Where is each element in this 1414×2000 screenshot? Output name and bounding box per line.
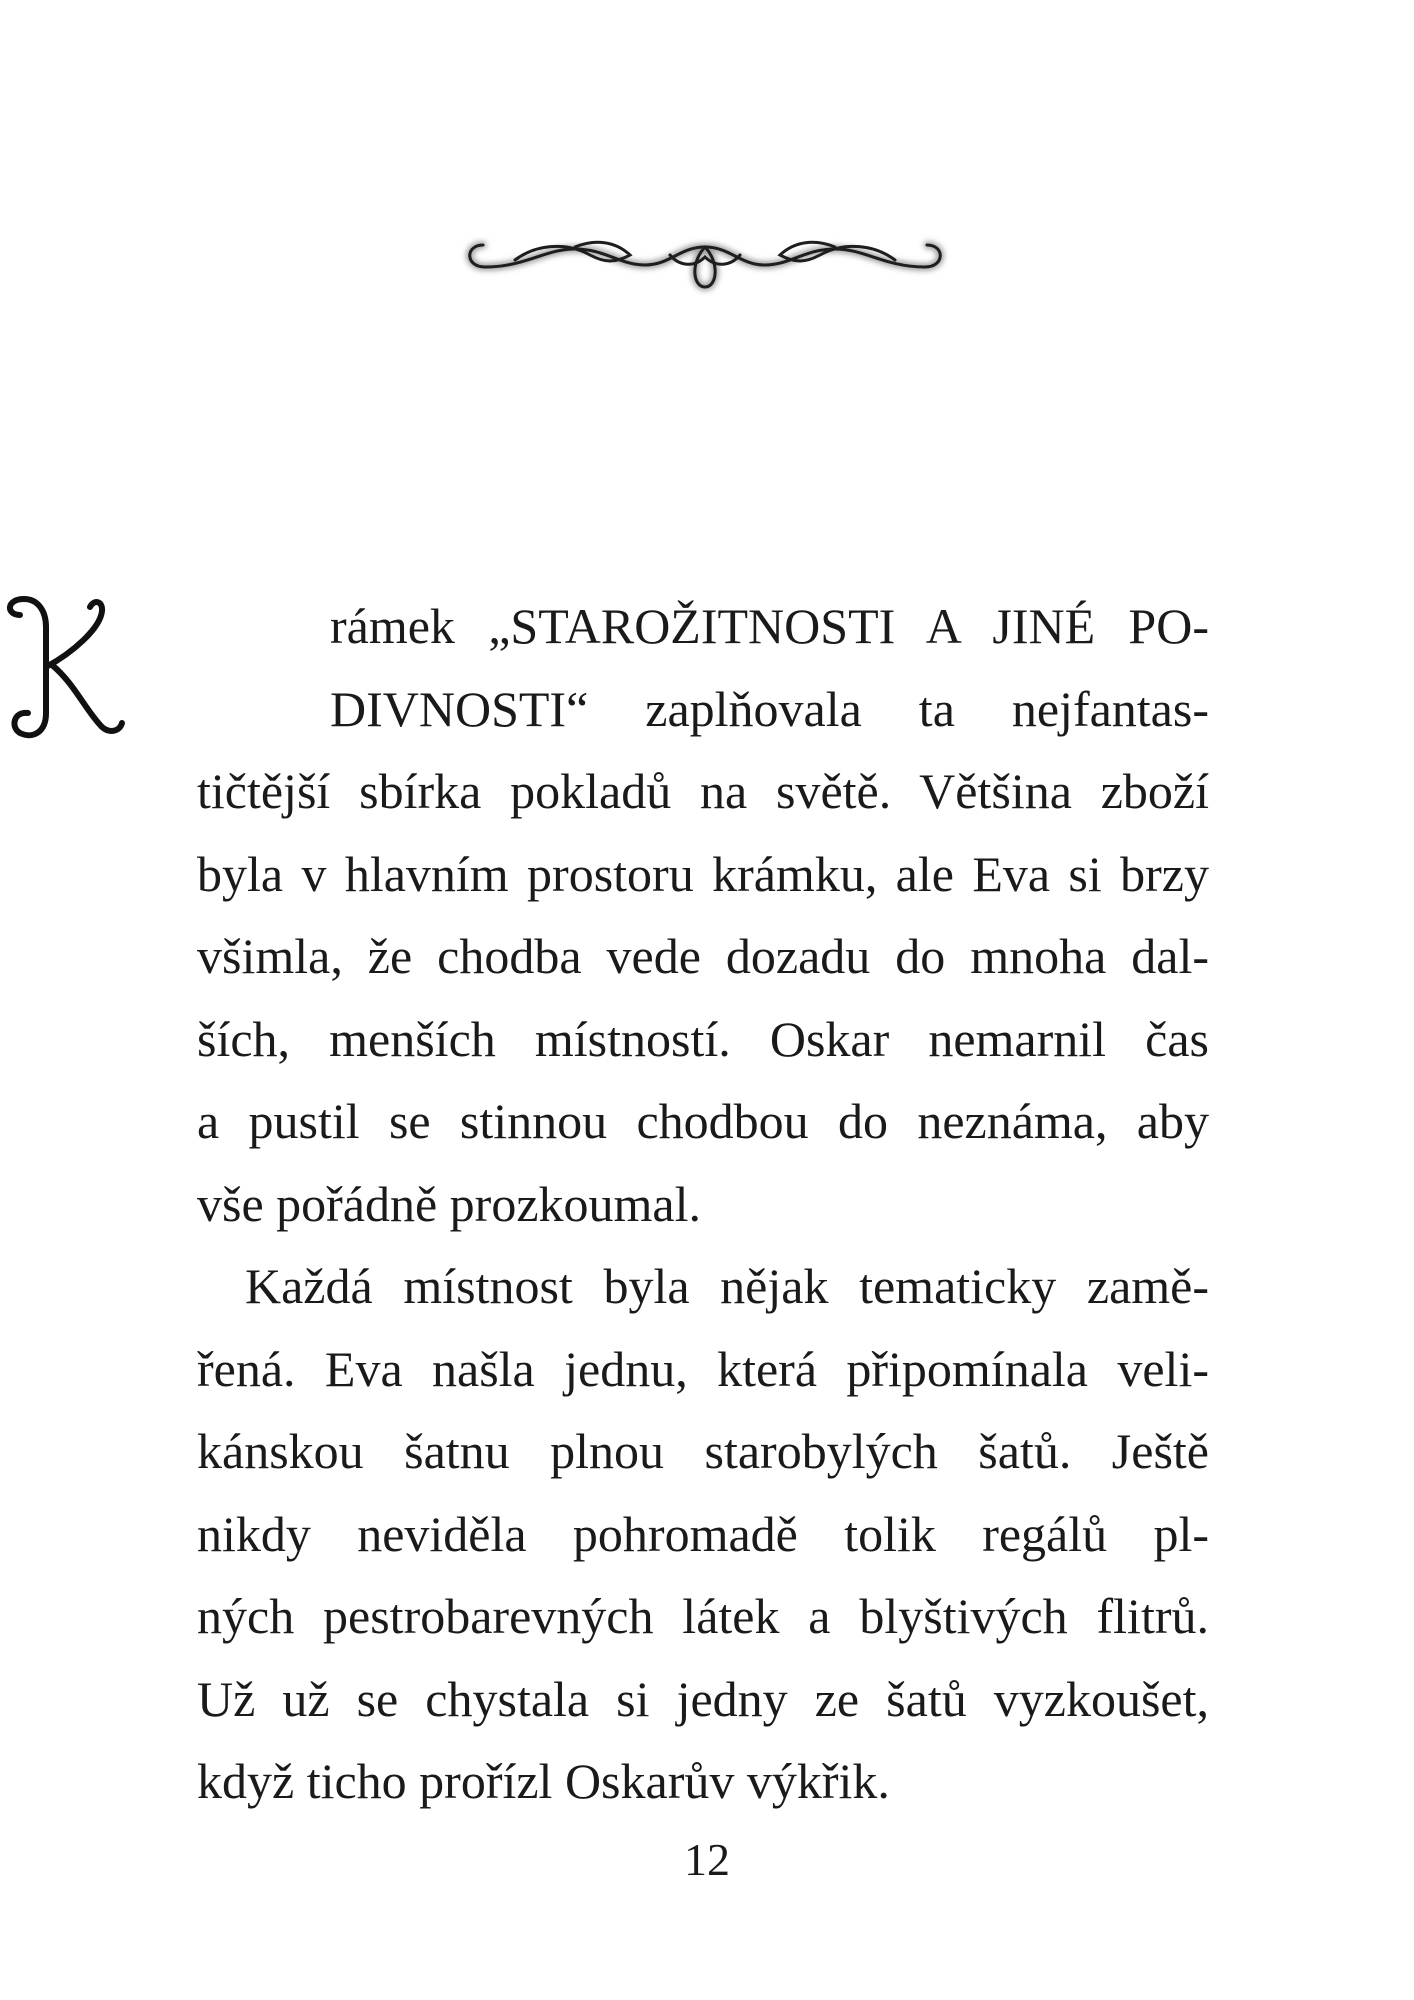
page-number: 12 — [684, 1834, 730, 1885]
text-line: rámek „STAROŽITNOSTI A JINÉ PO- — [330, 598, 1209, 654]
text-line: kánskou šatnu plnou starobylých šatů. Ještě — [197, 1423, 1209, 1479]
text-line: nikdy neviděla pohromadě tolik regálů pl- — [197, 1505, 1209, 1562]
text-line: Každá místnost byla nějak tematicky zamě- — [245, 1258, 1209, 1314]
text-line: vše pořádně prozkoumal. — [197, 1175, 702, 1232]
text-line: když ticho prořízl Oskarův výkřik. — [197, 1753, 890, 1809]
text-line: DIVNOSTI“ zaplňovala ta nejfantas- — [330, 680, 1209, 737]
text-line: byla v hlavním prostoru krámku, ale Eva si brzy — [197, 845, 1209, 902]
text-line: Už už se chystala si jedny ze šatů vyzkoušet, — [197, 1670, 1209, 1727]
text-line: ných pestrobarevných látek a blyštivých flitrů. — [197, 1588, 1209, 1644]
flourish-divider-icon — [455, 205, 955, 305]
dropcap-k-icon — [2, 593, 127, 741]
text-line: ších, menších místností. Oskar nemarnil čas — [197, 1010, 1209, 1067]
text-line: všimla, že chodba vede dozadu do mnoha dal- — [197, 928, 1209, 984]
text-line: a pustil se stinnou chodbou do neznáma, aby — [197, 1093, 1209, 1149]
text-line: tičtější sbírka pokladů na světě. Většina zboží — [197, 763, 1209, 819]
body-text — [197, 585, 1209, 1823]
text-line: řená. Eva našla jednu, která připomínala veli- — [197, 1340, 1209, 1397]
